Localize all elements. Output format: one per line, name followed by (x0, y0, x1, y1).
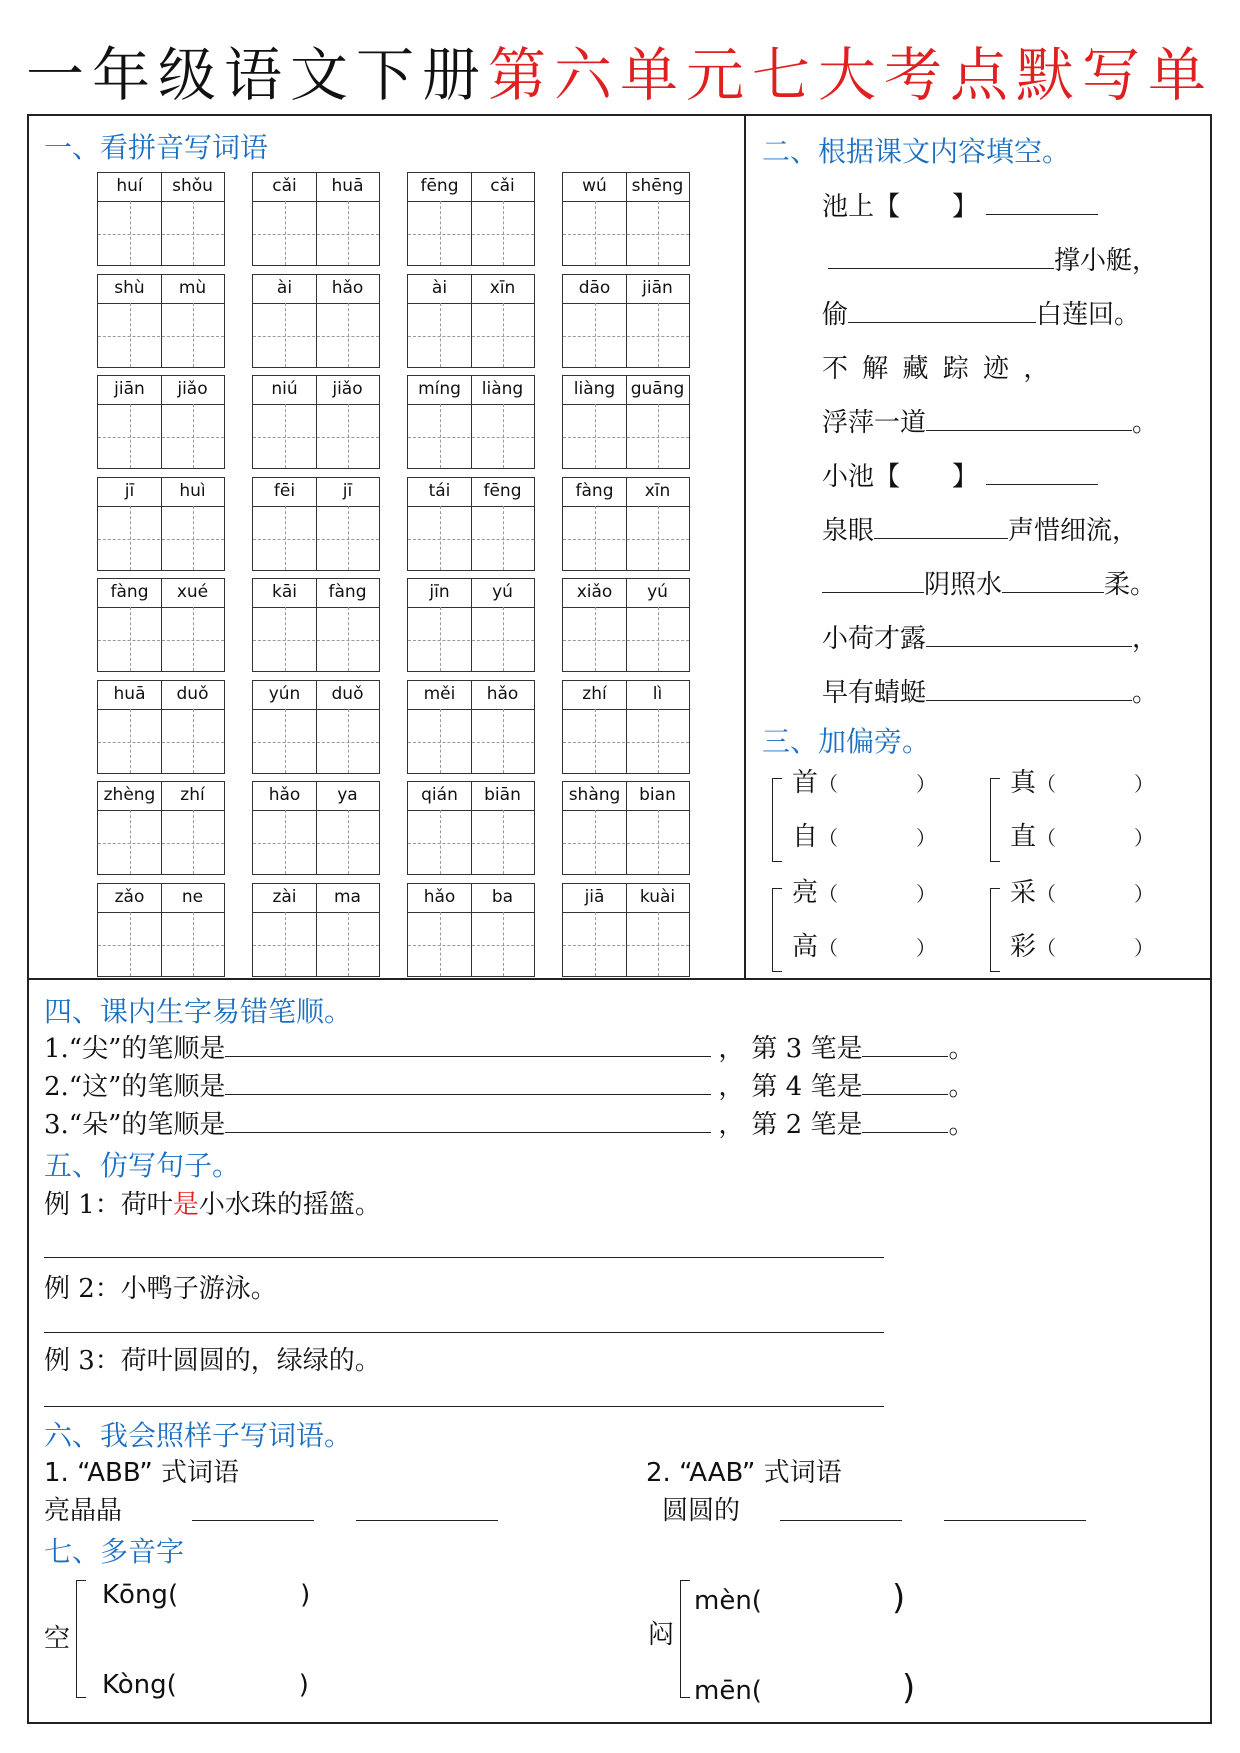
pinyin-text: liàng (481, 379, 524, 399)
grid-guide (285, 912, 286, 976)
grid-guide (408, 640, 534, 641)
grid-guide (285, 303, 286, 367)
grid-guide (98, 234, 224, 235)
grid-guide (503, 201, 504, 265)
grid-guide (595, 912, 596, 976)
poem1-line3: 不 解 藏 踪 迹 ， (822, 354, 1050, 384)
grid-guide (658, 506, 659, 570)
radical-paren-close: ） (1134, 826, 1155, 850)
grid-guide (130, 810, 131, 874)
grid-guide (503, 404, 504, 468)
pinyin-cell[interactable] (407, 274, 535, 368)
grid-guide (658, 607, 659, 671)
grid-guide (408, 336, 534, 337)
pinyin-cell[interactable] (562, 477, 690, 571)
grid-guide (440, 201, 441, 265)
pinyin-text: kāi (272, 582, 297, 602)
example3: 例 3：荷叶圆圆的，绿绿的。 (44, 1346, 381, 1376)
grid-guide (440, 912, 441, 976)
poem2-line4: 早有蜻蜓 。 (822, 678, 1159, 708)
answer-line-3[interactable] (44, 1406, 884, 1407)
poem1-title: 池上【 】 (822, 186, 1098, 223)
section6-title: 六、我会照样子写词语。 (44, 1419, 353, 1452)
period: 。 (948, 1110, 975, 1140)
pinyin-cell[interactable] (97, 578, 225, 672)
page-title (0, 28, 1240, 112)
pinyin-text: ài (276, 278, 293, 298)
grid-guide (348, 810, 349, 874)
grid-guide (98, 843, 224, 844)
grid-guide (595, 810, 596, 874)
pinyin-text: ba (491, 887, 514, 907)
pinyin-cell[interactable] (562, 375, 690, 469)
grid-guide (595, 506, 596, 570)
grid-guide (98, 945, 224, 946)
grid-guide (563, 945, 689, 946)
pinyin-text: fēi (273, 481, 296, 501)
pinyin-text: fàng (328, 582, 367, 602)
pinyin-text: yú (492, 582, 513, 602)
pinyin-text: zhí (582, 684, 607, 704)
grid-guide (563, 234, 689, 235)
pinyin-text: ne (181, 887, 204, 907)
grid-guide (563, 437, 689, 438)
radical-brace (990, 778, 1000, 862)
grid-guide (253, 640, 379, 641)
pinyin-text: jiān (114, 379, 145, 399)
radical-paren-open: （ (1036, 826, 1057, 850)
radical-paren-close: ） (1134, 936, 1155, 960)
grid-guide (98, 336, 224, 337)
grid-guide (285, 607, 286, 671)
stroke-number-blank[interactable] (862, 1034, 948, 1057)
grid-guide (408, 437, 534, 438)
grid-guide (595, 303, 596, 367)
pinyin-text: zài (272, 887, 297, 907)
stroke-item (44, 1066, 975, 1103)
pinyin-cell[interactable] (252, 172, 380, 266)
pinyin-cell[interactable] (562, 781, 690, 875)
radical-paren-close: ） (916, 882, 937, 906)
grid-guide (285, 709, 286, 773)
poem2-line1: 泉眼 声惜细流， (822, 516, 1139, 546)
grid-guide (253, 234, 379, 235)
stroke-order-blank[interactable] (225, 1072, 711, 1095)
poem2-line2: 阴照水 柔。 (822, 564, 1156, 601)
comma: ， (718, 1072, 745, 1102)
pinyin-text: fēng (483, 481, 522, 501)
polyphone-1-brace (76, 1580, 86, 1698)
pinyin-text: jī (342, 481, 353, 501)
grid-guide (658, 912, 659, 976)
grid-guide (595, 404, 596, 468)
radical-char: 彩 (1010, 932, 1037, 962)
section2-title: 二、根据课文内容填空。 (762, 135, 1071, 168)
pinyin-text: jiǎo (177, 379, 208, 399)
pinyin-text: shǒu (172, 176, 213, 196)
grid-guide (503, 506, 504, 570)
grid-guide (440, 404, 441, 468)
stroke-number-blank[interactable] (862, 1072, 948, 1095)
pinyin-cell[interactable] (97, 375, 225, 469)
poem1-line4: 浮萍一道 。 (822, 408, 1159, 438)
grid-guide (563, 336, 689, 337)
grid-guide (503, 607, 504, 671)
pinyin-cell[interactable] (407, 781, 535, 875)
grid-guide (440, 810, 441, 874)
pinyin-text: niú (271, 379, 298, 399)
radical-char: 首 (792, 768, 819, 798)
grid-guide (193, 303, 194, 367)
radical-char: 真 (1010, 768, 1037, 798)
grid-guide (285, 506, 286, 570)
grid-guide (253, 336, 379, 337)
pinyin-cell[interactable] (97, 274, 225, 368)
grid-guide (408, 539, 534, 540)
grid-guide (440, 709, 441, 773)
pinyin-text: duǒ (176, 684, 209, 704)
grid-guide (130, 506, 131, 570)
stroke-question: 3.“朵”的笔顺是 (44, 1110, 226, 1140)
grid-guide (658, 303, 659, 367)
grid-guide (253, 843, 379, 844)
pinyin-text: hǎo (268, 785, 301, 805)
radical-brace (772, 888, 782, 972)
stroke-number-question: 第 4 笔是 (751, 1072, 863, 1102)
pinyin-text: cǎi (490, 176, 515, 196)
grid-guide (348, 404, 349, 468)
pinyin-cell[interactable] (252, 781, 380, 875)
pinyin-cell[interactable] (407, 578, 535, 672)
section7-title: 七、多音字 (44, 1535, 185, 1568)
section4-title: 四、课内生字易错笔顺。 (44, 995, 353, 1028)
grid-guide (348, 709, 349, 773)
poem2-title: 小池【 】 (822, 456, 1098, 493)
pinyin-text: ya (337, 785, 358, 805)
pinyin-text: yún (268, 684, 301, 704)
stroke-number-question: 第 2 笔是 (751, 1110, 863, 1140)
aab-label: 2. “AAB” 式词语 (646, 1458, 842, 1488)
grid-guide (440, 506, 441, 570)
radical-item[interactable] (1010, 816, 1154, 853)
pinyin-cell[interactable] (252, 274, 380, 368)
grid-guide (658, 709, 659, 773)
radical-paren-close: ） (1134, 772, 1155, 796)
aab-blank-1[interactable] (780, 1520, 902, 1521)
radical-char: 采 (1010, 878, 1037, 908)
pinyin-text: huì (179, 481, 206, 501)
radical-item[interactable] (1010, 872, 1154, 909)
radical-char: 高 (792, 932, 819, 962)
pinyin-text: guāng (630, 379, 685, 399)
radical-item[interactable] (792, 872, 936, 909)
radical-char: 亮 (792, 878, 819, 908)
pinyin-text: bian (639, 785, 676, 805)
grid-guide (348, 201, 349, 265)
radical-item[interactable] (1010, 762, 1154, 799)
pinyin-text: xué (176, 582, 209, 602)
radical-item[interactable] (1010, 926, 1154, 963)
radical-item[interactable] (792, 816, 936, 853)
pinyin-text: jiā (584, 887, 605, 907)
pinyin-text: huā (331, 176, 364, 196)
pinyin-cell[interactable] (562, 578, 690, 672)
pinyin-text: zǎo (114, 887, 145, 907)
pinyin-text: míng (418, 379, 461, 399)
polyphone-2-brace (680, 1580, 690, 1698)
pinyin-cell[interactable] (562, 274, 690, 368)
radical-paren-close: ） (916, 772, 937, 796)
grid-guide (408, 234, 534, 235)
pinyin-text: fàng (575, 481, 614, 501)
pinyin-text: ma (334, 887, 361, 907)
grid-guide (408, 742, 534, 743)
grid-guide (348, 912, 349, 976)
grid-guide (130, 404, 131, 468)
pinyin-text: huā (113, 684, 146, 704)
pinyin-text: mù (178, 278, 207, 298)
grid-guide (98, 437, 224, 438)
polyphone-2-reading-b: mēn( ) (694, 1668, 916, 1708)
polyphone-2-char: 闷 (648, 1620, 675, 1650)
pinyin-cell[interactable] (407, 375, 535, 469)
pinyin-text: cǎi (272, 176, 297, 196)
period: 。 (948, 1072, 975, 1102)
grid-guide (130, 201, 131, 265)
pinyin-text: kuài (639, 887, 676, 907)
grid-guide (193, 506, 194, 570)
pinyin-text: xīn (644, 481, 671, 501)
aab-blank-2[interactable] (944, 1520, 1086, 1521)
pinyin-text: fàng (110, 582, 149, 602)
pinyin-text: hǎo (331, 278, 364, 298)
radical-paren-open: （ (818, 772, 839, 796)
grid-guide (130, 912, 131, 976)
stroke-order-blank[interactable] (225, 1034, 711, 1057)
pinyin-text: shù (114, 278, 145, 298)
grid-guide (348, 303, 349, 367)
radical-paren-close: ） (916, 826, 937, 850)
pinyin-cell[interactable] (562, 883, 690, 977)
radical-char: 自 (792, 822, 819, 852)
grid-guide (98, 640, 224, 641)
pinyin-text: wú (582, 176, 607, 196)
stroke-order-blank[interactable] (225, 1110, 711, 1133)
title-part1: 一年级语文下册 (25, 41, 488, 109)
radical-paren-close: ） (1134, 882, 1155, 906)
pinyin-cell[interactable] (97, 477, 225, 571)
pinyin-cell[interactable] (407, 477, 535, 571)
grid-guide (595, 201, 596, 265)
pinyin-cell[interactable] (97, 172, 225, 266)
radical-brace (990, 888, 1000, 972)
poem1-line1: 撑小艇， (828, 240, 1158, 277)
grid-guide (253, 742, 379, 743)
stroke-question: 2.“这”的笔顺是 (44, 1072, 226, 1102)
abb-label: 1. “ABB” 式词语 (44, 1458, 239, 1488)
pinyin-text: zhèng (103, 785, 156, 805)
grid-guide (98, 539, 224, 540)
grid-guide (503, 709, 504, 773)
pinyin-text: liàng (573, 379, 616, 399)
pinyin-text: biān (484, 785, 521, 805)
pinyin-text: zhí (180, 785, 205, 805)
pinyin-cell[interactable] (562, 680, 690, 774)
grid-guide (658, 201, 659, 265)
radical-paren-close: ） (916, 936, 937, 960)
grid-guide (563, 640, 689, 641)
pinyin-text: měi (423, 684, 456, 704)
radical-brace (772, 778, 782, 862)
comma: ， (718, 1034, 745, 1064)
pinyin-cell[interactable] (252, 375, 380, 469)
grid-guide (503, 303, 504, 367)
title-part2: 第六单元七大考点默写单 (488, 41, 1215, 109)
grid-guide (193, 201, 194, 265)
grid-guide (563, 843, 689, 844)
pinyin-cell[interactable] (97, 781, 225, 875)
pinyin-cell[interactable] (252, 680, 380, 774)
grid-guide (193, 709, 194, 773)
radical-paren-open: （ (818, 936, 839, 960)
grid-guide (348, 506, 349, 570)
pinyin-text: shàng (568, 785, 621, 805)
pinyin-text: jī (124, 481, 135, 501)
grid-guide (503, 810, 504, 874)
pinyin-text: huí (116, 176, 143, 196)
pinyin-text: lì (652, 684, 663, 704)
grid-guide (408, 945, 534, 946)
grid-guide (253, 437, 379, 438)
grid-guide (253, 945, 379, 946)
polyphone-1-reading-a: Kōng( ) (102, 1580, 311, 1610)
grid-guide (130, 709, 131, 773)
grid-guide (285, 404, 286, 468)
grid-guide (503, 912, 504, 976)
stroke-number-blank[interactable] (862, 1110, 948, 1133)
radical-char: 直 (1010, 822, 1037, 852)
pinyin-cell[interactable] (97, 680, 225, 774)
pinyin-text: qián (421, 785, 458, 805)
pinyin-cell[interactable] (407, 883, 535, 977)
grid-guide (130, 607, 131, 671)
pinyin-text: xiǎo (576, 582, 613, 602)
grid-guide (658, 810, 659, 874)
radical-paren-open: （ (818, 826, 839, 850)
abb-blank-2[interactable] (356, 1520, 498, 1521)
pinyin-cell[interactable] (252, 477, 380, 571)
stroke-item (44, 1028, 975, 1065)
grid-guide (193, 404, 194, 468)
period: 。 (948, 1034, 975, 1064)
radical-paren-open: （ (1036, 772, 1057, 796)
abb-blank-1[interactable] (192, 1520, 314, 1521)
poem1-line2: 偷 白莲回。 (822, 300, 1141, 330)
polyphone-2-reading-a: mèn( ) (694, 1578, 906, 1618)
radical-paren-open: （ (1036, 936, 1057, 960)
grid-guide (98, 742, 224, 743)
pinyin-text: ài (431, 278, 448, 298)
pinyin-text: dāo (578, 278, 611, 298)
grid-guide (408, 843, 534, 844)
polyphone-1-reading-b: Kòng( ) (102, 1670, 309, 1700)
pinyin-text: yú (647, 582, 668, 602)
aab-example: 圆圆的 (662, 1496, 741, 1526)
pinyin-text: hǎo (423, 887, 456, 907)
pinyin-text: shēng (631, 176, 684, 196)
comma: ， (718, 1110, 745, 1140)
section1-title: 一、看拼音写词语 (44, 131, 269, 164)
grid-guide (563, 742, 689, 743)
radical-paren-open: （ (1036, 882, 1057, 906)
section5-title: 五、仿写句子。 (44, 1149, 241, 1182)
pinyin-text: duǒ (331, 684, 364, 704)
pinyin-cell[interactable] (407, 680, 535, 774)
polyphone-1-char: 空 (44, 1624, 71, 1654)
pinyin-text: xīn (489, 278, 516, 298)
pinyin-cell[interactable] (252, 883, 380, 977)
grid-guide (193, 810, 194, 874)
grid-guide (595, 607, 596, 671)
pinyin-text: jiǎo (332, 379, 363, 399)
answer-line-2[interactable] (44, 1332, 884, 1333)
pinyin-text: jiān (642, 278, 673, 298)
grid-guide (130, 303, 131, 367)
answer-line-1[interactable] (44, 1257, 884, 1258)
pinyin-text: jīn (429, 582, 450, 602)
poem2-line3: 小荷才露 ， (822, 624, 1159, 654)
grid-guide (253, 539, 379, 540)
stroke-question: 1.“尖”的笔顺是 (44, 1034, 226, 1064)
pinyin-cell[interactable] (97, 883, 225, 977)
abb-example: 亮晶晶 (44, 1496, 123, 1526)
grid-guide (285, 201, 286, 265)
radical-item[interactable] (792, 762, 936, 799)
grid-guide (658, 404, 659, 468)
grid-guide (595, 709, 596, 773)
example2: 例 2：小鸭子游泳。 (44, 1274, 277, 1304)
radical-item[interactable] (792, 926, 936, 963)
pinyin-cell[interactable] (562, 172, 690, 266)
stroke-number-question: 第 3 笔是 (751, 1034, 863, 1064)
section3-title: 三、加偏旁。 (762, 725, 931, 758)
grid-guide (285, 810, 286, 874)
grid-guide (440, 303, 441, 367)
grid-guide (193, 912, 194, 976)
radical-paren-open: （ (818, 882, 839, 906)
grid-guide (193, 607, 194, 671)
grid-guide (563, 539, 689, 540)
pinyin-cell[interactable] (252, 578, 380, 672)
stroke-item (44, 1104, 975, 1141)
pinyin-cell[interactable] (407, 172, 535, 266)
grid-guide (440, 607, 441, 671)
pinyin-text: fēng (420, 176, 459, 196)
pinyin-text: tái (428, 481, 451, 501)
grid-guide (348, 607, 349, 671)
example1: 例 1：荷叶是小水珠的摇篮。 (44, 1190, 381, 1220)
pinyin-text: hǎo (486, 684, 519, 704)
